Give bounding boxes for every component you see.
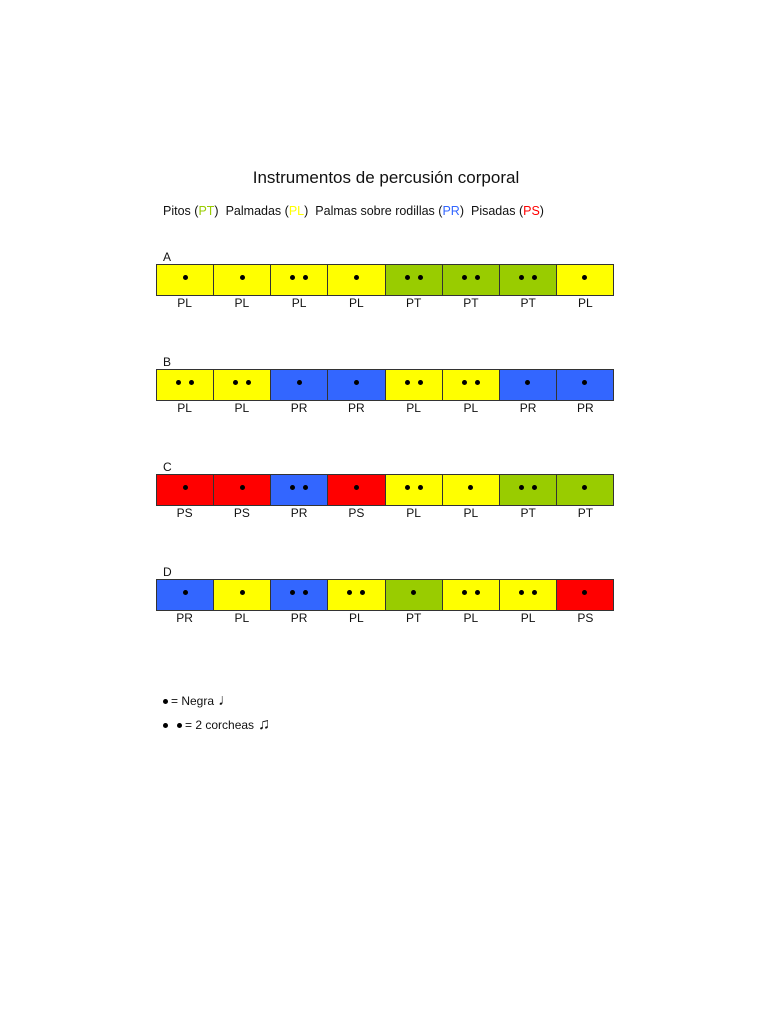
beat-dot-icon xyxy=(462,590,467,595)
beat-dot-icon xyxy=(519,275,524,280)
rhythm-cell xyxy=(214,475,271,505)
legend-item: Pisadas (PS) xyxy=(470,204,544,218)
beat-dot-icon xyxy=(290,590,295,595)
rhythm-cell xyxy=(271,265,328,295)
rhythm-cell xyxy=(386,370,443,400)
beat-dot-icon xyxy=(418,380,423,385)
beat-dot-icon xyxy=(405,380,410,385)
beat-dot-icon xyxy=(183,275,188,280)
section-label: B xyxy=(163,355,172,369)
beat-dot-icon xyxy=(189,380,194,385)
rhythm-cell xyxy=(500,265,557,295)
instrument-label: PL xyxy=(177,296,192,310)
beat-dot-icon xyxy=(582,275,587,280)
beat-dot-icon xyxy=(297,380,302,385)
instrument-label: PL xyxy=(291,296,307,310)
beat-dot-icon xyxy=(176,380,181,385)
instrument-label: PL xyxy=(463,506,479,520)
instrument-label: PL xyxy=(234,296,250,310)
beat-dot-icon xyxy=(462,380,467,385)
beat-dot-icon xyxy=(183,485,188,490)
instrument-label: PT xyxy=(577,506,594,520)
beat-dot-icon xyxy=(582,485,587,490)
beat-dot-icon xyxy=(290,485,295,490)
instrument-label: PL xyxy=(349,296,364,310)
instrument-label: PR xyxy=(290,611,308,625)
beat-dot-icon xyxy=(163,723,168,728)
rhythm-cell xyxy=(386,580,443,610)
rhythm-cell xyxy=(557,580,613,610)
key-text: = 2 corcheas xyxy=(185,718,255,732)
key-item xyxy=(163,716,270,734)
instrument-label: PS xyxy=(348,506,365,520)
beat-dot-icon xyxy=(354,485,359,490)
instrument-label: PL xyxy=(406,401,421,415)
beat-dot-icon xyxy=(582,590,587,595)
rhythm-cell xyxy=(328,370,385,400)
instrument-label: PL xyxy=(234,401,250,415)
beat-dot-icon xyxy=(411,590,416,595)
instrument-label: PL xyxy=(463,611,479,625)
legend-name: Pisadas xyxy=(470,204,516,218)
instrument-label: PL xyxy=(349,611,364,625)
rhythm-row xyxy=(156,264,614,296)
beat-dot-icon xyxy=(525,380,530,385)
rhythm-cell xyxy=(214,265,271,295)
instrument-labels xyxy=(156,401,614,415)
legend-code: PS xyxy=(523,204,540,218)
beat-dot-icon xyxy=(240,275,245,280)
legend-item: Palmas sobre rodillas (PR) xyxy=(315,204,464,218)
rhythm-cell xyxy=(214,370,271,400)
instrument-labels xyxy=(156,506,614,520)
beat-dot-icon xyxy=(240,485,245,490)
rhythm-cell xyxy=(500,370,557,400)
rhythm-cell xyxy=(328,265,385,295)
instrument-label: PR xyxy=(577,401,594,415)
beat-dot-icon xyxy=(519,590,524,595)
rhythm-cell xyxy=(157,580,214,610)
rhythm-cell xyxy=(214,580,271,610)
rhythm-cell xyxy=(557,370,613,400)
legend-item: Palmadas (PL) xyxy=(225,204,309,218)
rhythm-cell xyxy=(557,475,613,505)
quarter-note-icon: ♩ xyxy=(218,692,235,709)
beat-dot-icon xyxy=(177,723,182,728)
rhythm-cell xyxy=(157,475,214,505)
beat-dot-icon xyxy=(532,275,537,280)
beat-dot-icon xyxy=(354,275,359,280)
instrument-label: PR xyxy=(176,611,193,625)
beat-dot-icon xyxy=(532,485,537,490)
beat-dot-icon xyxy=(303,590,308,595)
section-label: D xyxy=(163,565,172,579)
beat-dot-icon xyxy=(303,485,308,490)
beat-dot-icon xyxy=(163,699,168,704)
beat-dot-icon xyxy=(532,590,537,595)
beat-dot-icon xyxy=(303,275,308,280)
beat-dot-icon xyxy=(468,485,473,490)
rhythm-cell xyxy=(157,265,214,295)
beat-dot-icon xyxy=(519,485,524,490)
rhythm-cell xyxy=(328,475,385,505)
page-title: Instrumentos de percusión corporal xyxy=(252,168,520,187)
instrument-label: PL xyxy=(177,401,192,415)
legend-code: PR xyxy=(442,204,460,218)
instrument-label: PT xyxy=(520,296,536,310)
legend-name: Pitos xyxy=(163,204,191,218)
rhythm-cell xyxy=(500,580,557,610)
rhythm-cell xyxy=(443,370,500,400)
beat-dot-icon xyxy=(462,275,467,280)
legend-name: Palmas sobre rodillas xyxy=(315,204,435,218)
instrument-label: PR xyxy=(290,401,308,415)
beat-dot-icon xyxy=(405,485,410,490)
rhythm-cell xyxy=(271,370,328,400)
instrument-label: PT xyxy=(520,506,536,520)
beat-dot-icon xyxy=(183,590,188,595)
legend-code: PL xyxy=(288,204,305,218)
rhythm-cell xyxy=(557,265,613,295)
beat-dot-icon xyxy=(240,590,245,595)
beat-dot-icon xyxy=(475,590,480,595)
beat-dot-icon xyxy=(582,380,587,385)
instrument-label: PL xyxy=(578,296,593,310)
rhythm-cell xyxy=(271,580,328,610)
instrument-label: PL xyxy=(234,611,250,625)
rhythm-cell xyxy=(271,475,328,505)
beat-dot-icon xyxy=(360,590,365,595)
instrument-legend xyxy=(163,204,551,218)
instrument-label: PT xyxy=(405,296,422,310)
legend-code: PT xyxy=(198,204,215,218)
rhythm-cell xyxy=(500,475,557,505)
beat-dot-icon xyxy=(233,380,238,385)
legend-name: Palmadas xyxy=(225,204,282,218)
beat-dot-icon xyxy=(418,485,423,490)
instrument-label: PL xyxy=(520,611,536,625)
instrument-label: PS xyxy=(176,506,193,520)
rhythm-cell xyxy=(386,475,443,505)
rhythm-row xyxy=(156,474,614,506)
instrument-label: PS xyxy=(233,506,250,520)
rhythm-row xyxy=(156,579,614,611)
beat-dot-icon xyxy=(475,275,480,280)
section-label: A xyxy=(163,250,172,264)
beat-dot-icon xyxy=(354,380,359,385)
rhythm-cell xyxy=(157,370,214,400)
instrument-label: PR xyxy=(290,506,308,520)
beat-dot-icon xyxy=(418,275,423,280)
beat-dot-icon xyxy=(347,590,352,595)
rhythm-cell xyxy=(386,265,443,295)
rhythm-cell xyxy=(443,265,500,295)
beat-dot-icon xyxy=(405,275,410,280)
key-item xyxy=(163,692,234,710)
instrument-label: PL xyxy=(463,401,479,415)
instrument-label: PS xyxy=(577,611,594,625)
rhythm-cell xyxy=(328,580,385,610)
instrument-label: PT xyxy=(405,611,422,625)
rhythm-cell xyxy=(443,475,500,505)
beat-dot-icon xyxy=(246,380,251,385)
beat-dot-icon xyxy=(475,380,480,385)
instrument-label: PT xyxy=(463,296,479,310)
rhythm-row xyxy=(156,369,614,401)
beat-dot-icon xyxy=(290,275,295,280)
section-label: C xyxy=(163,460,172,474)
instrument-labels xyxy=(156,611,614,625)
eighth-notes-icon: ♫ xyxy=(258,716,271,733)
instrument-label: PR xyxy=(348,401,365,415)
rhythm-cell xyxy=(443,580,500,610)
legend-item: Pitos (PT) xyxy=(163,204,219,218)
instrument-labels xyxy=(156,296,614,310)
key-text: = Negra xyxy=(171,694,215,708)
instrument-label: PR xyxy=(519,401,537,415)
instrument-label: PL xyxy=(406,506,421,520)
